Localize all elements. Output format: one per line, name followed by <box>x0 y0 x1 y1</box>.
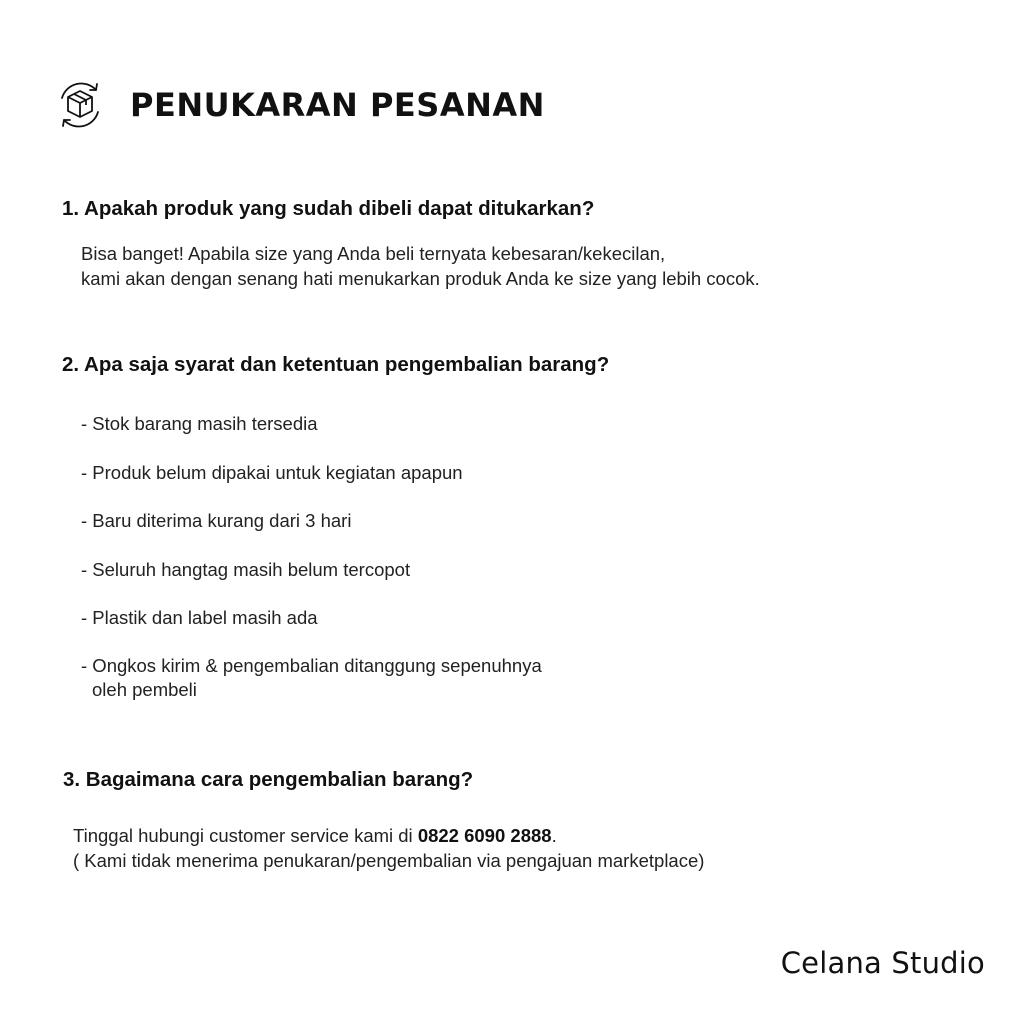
faq-answer-3-prefix: Tinggal hubungi customer service kami di <box>73 825 418 846</box>
faq-answer-1-line-1: Bisa banget! Apabila size yang Anda beli ternyata kebesaran/kekecilan, <box>81 243 666 264</box>
faq-question-1: 1. Apakah produk yang sudah dibeli dapat ditukarkan? <box>62 197 595 220</box>
brand-name: Celana Studio <box>780 946 985 980</box>
list-item: - Plastik dan label masih ada <box>81 607 318 628</box>
list-item: - Seluruh hangtag masih belum tercopot <box>81 559 411 580</box>
page-header <box>52 76 545 134</box>
faq-answer-3-suffix: . <box>551 825 557 846</box>
list-item-continuation: oleh pembeli <box>92 679 197 700</box>
list-item: - Baru diterima kurang dari 3 hari <box>81 510 352 531</box>
list-item: - Ongkos kirim & pengembalian ditanggung sepenuhnya <box>81 655 542 676</box>
faq-question-3: 3. Bagaimana cara pengembalian barang? <box>63 768 474 791</box>
page-title: PENUKARAN PESANAN <box>130 86 545 124</box>
faq-answer-1 <box>81 241 760 291</box>
faq-answer-3-line-2: ( Kami tidak menerima penukaran/pengembalian via pengajuan marketplace) <box>73 850 705 871</box>
faq-question-2: 2. Apa saja syarat dan ketentuan pengembalian barang? <box>62 353 610 376</box>
phone-number: 0822 6090 2888 <box>417 825 552 846</box>
box-exchange-icon <box>52 77 108 133</box>
list-item: - Produk belum dipakai untuk kegiatan apapun <box>81 462 463 483</box>
faq-answer-3 <box>73 823 704 873</box>
faq-answer-3-line-1 <box>73 823 704 848</box>
faq-answer-1-line-2: kami akan dengan senang hati menukarkan produk Anda ke size yang lebih cocok. <box>81 268 760 289</box>
list-item: - Stok barang masih tersedia <box>81 413 318 434</box>
